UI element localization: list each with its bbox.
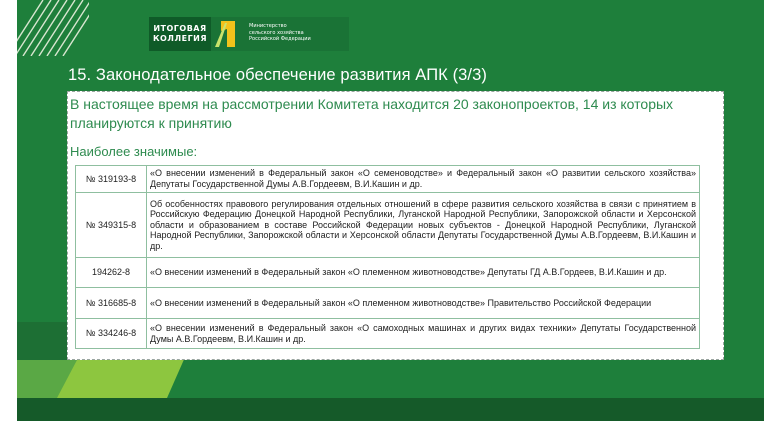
table-row xyxy=(76,166,700,193)
slide xyxy=(17,0,764,421)
logo-ministry xyxy=(249,23,349,43)
slide-title: 15. Законодательное обеспечение развития АПК (3/3) xyxy=(68,66,487,84)
bill-number: 194262-8 xyxy=(76,258,147,288)
bill-number: № 334246-8 xyxy=(76,319,147,349)
table-row xyxy=(76,288,700,319)
ministry-line3: Российской Федерации xyxy=(249,36,311,42)
bill-description: Об особенностях правового регулирования отдельных отношений в сфере развития сельского хозяйства в связи с принятием в Российскую Федерацию Донецкой Народной Республики, Луганской Народной Республики, Запорожской области и Херсонской области и образованием в составе Российской Федерации новых субъектов - Донецкой Народной Республики, Луганской Народной Республики, Запорожской области и Херсонской области Депутаты Государственной Думы А.В.Гордеевм, В.И.Кашин и др. xyxy=(147,193,700,258)
logo-text-line1: ИТОГОВАЯ xyxy=(153,24,207,33)
table-row xyxy=(76,193,700,258)
subheading: Наиболее значимые: xyxy=(70,144,198,159)
bill-description: «О внесении изменений в Федеральный закон «О племенном животноводстве» Правительство Российской Федерации xyxy=(147,288,700,319)
ministry-line1: Министерство xyxy=(249,23,287,29)
logo-text-line2: КОЛЛЕГИЯ xyxy=(152,34,208,43)
table-row xyxy=(76,319,700,349)
bill-description: «О внесении изменений в Федеральный закон «О самоходных машинах и других видах техники» Депутаты Государственной Думы А.В.Гордеевм, В.И.Кашин и др. xyxy=(147,319,700,349)
ministry-line2: сельского хозяйства xyxy=(249,29,304,36)
intro-text: В настоящее время на рассмотрении Комитета находится 20 законопроектов, 14 из которых планируются к принятию xyxy=(70,96,674,131)
bill-number: № 316685-8 xyxy=(76,288,147,319)
bills-table xyxy=(75,165,700,349)
bill-number: № 349315-8 xyxy=(76,193,147,258)
content-panel xyxy=(67,91,724,360)
logo-itogovaya-kollegiya xyxy=(149,17,211,51)
hatch-decoration xyxy=(17,0,89,56)
logo xyxy=(149,17,349,51)
bill-number: № 319193-8 xyxy=(76,166,147,193)
bill-description: «О внесении изменений в Федеральный закон «О семеноводстве» и Федеральный закон «О развитии сельского хозяйства» Депутаты Государственной Думы А.В.Гордеевм, В.И.Кашин и др. xyxy=(147,166,700,193)
table-row xyxy=(76,258,700,288)
bill-description: «О внесении изменений в Федеральный закон «О племенном животноводстве» Депутаты ГД А.В.Гордеев, В.И.Кашин и др. xyxy=(147,258,700,288)
logo-mark-icon xyxy=(213,17,243,51)
